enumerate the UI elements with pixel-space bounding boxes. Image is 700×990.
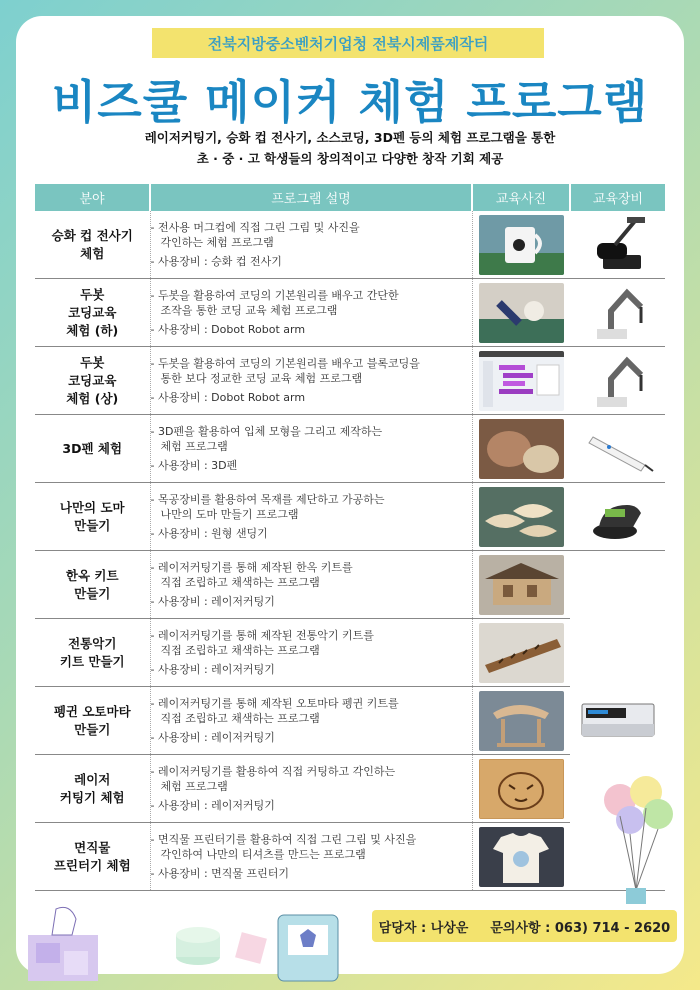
category-cell: 전통악기 키트 만들기 [35, 619, 150, 687]
contact-banner [372, 910, 677, 942]
category-cell: 3D펜 체험 [35, 415, 150, 483]
photo-cell [472, 211, 570, 279]
program-table [35, 184, 665, 891]
header-equipment: 교육장비 [570, 184, 665, 211]
table-row [35, 483, 665, 551]
photo-cell [472, 687, 570, 755]
category-cell: 면직물 프린터기 체험 [35, 823, 150, 891]
table-row [35, 551, 665, 619]
table-row [35, 211, 665, 279]
instrument-kit-photo [479, 623, 564, 683]
photo-cell [472, 483, 570, 551]
photo-cell [472, 347, 570, 415]
balloons-illustration [600, 770, 680, 910]
description-cell: - 레이저커팅기를 통해 제작된 전통악기 키트를 직접 조립하고 채색하는 프로그램 - 사용장비 : 레이저커팅기 [150, 619, 472, 687]
category-cell: 레이저 커팅기 체험 [35, 755, 150, 823]
photo-cell [472, 551, 570, 619]
penguin-automata-photo [479, 691, 564, 751]
mug-photo [479, 215, 564, 275]
equipment-cell [570, 415, 665, 483]
subtitle-line-2: 초 · 중 · 고 학생들의 창의적이고 다양한 창작 기회 제공 [196, 151, 504, 166]
description-cell: - 레이저커팅기를 통해 제작된 한옥 키트를 직접 조립하고 채색하는 프로그램 - 사용장비 : 레이저커팅기 [150, 551, 472, 619]
hanok-kit-photo [479, 555, 564, 615]
sander-icon [575, 487, 660, 547]
robot-arm-icon [575, 283, 660, 343]
header-photo: 교육사진 [472, 184, 570, 211]
category-cell: 나만의 도마 만들기 [35, 483, 150, 551]
contact-person: 담당자 : 나상운 [378, 920, 469, 936]
description-cell: - 레이저커팅기를 통해 제작된 오토마타 펭귄 키트를 직접 조립하고 채색하는 프로그램 - 사용장비 : 레이저커팅기 [150, 687, 472, 755]
photo-cell [472, 279, 570, 347]
header-description: 프로그램 설명 [150, 184, 472, 211]
block-coding-photo [479, 351, 564, 411]
category-cell: 한옥 키트 만들기 [35, 551, 150, 619]
description-cell: - 두봇을 활용하여 코딩의 기본원리를 배우고 간단한 조작을 통한 코딩 교육 체험 프로그램 - 사용장비 : Dobot Robot arm [150, 279, 472, 347]
laser-engraving-photo [479, 759, 564, 819]
table-row [35, 279, 665, 347]
description-cell: - 3D펜을 활용하여 입체 모형을 그리고 제작하는 체험 프로그램 - 사용장비 : 3D펜 [150, 415, 472, 483]
contact-phone: 문의사항 : 063) 714 - 2620 [490, 920, 671, 936]
table-row [35, 347, 665, 415]
3d-pen-icon [575, 419, 660, 479]
organization-name: 전북지방중소벤처기업청 전북시제품제작터 [207, 34, 489, 53]
photo-cell [472, 755, 570, 823]
category-cell: 승화 컵 전사기 체험 [35, 211, 150, 279]
table-row [35, 415, 665, 483]
description-cell: - 레이저커팅기를 활용하여 직접 커팅하고 각인하는 체험 프로그램 - 사용장비 : 레이저커팅기 [150, 755, 472, 823]
organization-banner [152, 28, 544, 58]
cutting-board-photo [479, 487, 564, 547]
tshirt-print-photo [479, 827, 564, 887]
3d-pen-photo [479, 419, 564, 479]
robot-arm-icon [575, 351, 660, 411]
category-cell: 펭귄 오토마타 만들기 [35, 687, 150, 755]
description-cell: - 면직물 프린터기를 활용하여 직접 그린 그림 및 사진을 각인하여 나만의 티셔츠를 만드는 프로그램 - 사용장비 : 면직물 프린터기 [150, 823, 472, 891]
photo-cell [472, 823, 570, 891]
robot-arm-photo [479, 283, 564, 343]
description-cell: - 전사용 머그컵에 직접 그린 그림 및 사진을 각인하는 체험 프로그램 - 사용장비 : 승화 컵 전사기 [150, 211, 472, 279]
header-category: 분야 [35, 184, 150, 211]
description-cell: - 두봇을 활용하여 코딩의 기본원리를 배우고 블록코딩을 통한 보다 정교한 코딩 교육 체험 프로그램 - 사용장비 : Dobot Robot arm [150, 347, 472, 415]
page-title: 비즈쿨 메이커 체험 프로그램 [51, 75, 649, 129]
photo-cell [472, 415, 570, 483]
table-header-row [35, 184, 665, 211]
description-cell: - 목공장비를 활용하여 목재를 제단하고 가공하는 나만의 도마 만들기 프로그램 - 사용장비 : 원형 샌딩기 [150, 483, 472, 551]
heat-press-icon [575, 215, 660, 275]
equipment-cell [570, 483, 665, 551]
laser-cutter-icon [578, 694, 658, 744]
maker-illustration [28, 895, 358, 985]
photo-cell [472, 619, 570, 687]
category-cell: 두봇 코딩교육 체험 (하) [35, 279, 150, 347]
category-cell: 두봇 코딩교육 체험 (상) [35, 347, 150, 415]
equipment-cell [570, 347, 665, 415]
subtitle-line-1: 레이저커팅기, 승화 컵 전사기, 소스코딩, 3D펜 등의 체험 프로그램을 통한 [144, 130, 556, 145]
equipment-cell [570, 279, 665, 347]
equipment-cell [570, 211, 665, 279]
